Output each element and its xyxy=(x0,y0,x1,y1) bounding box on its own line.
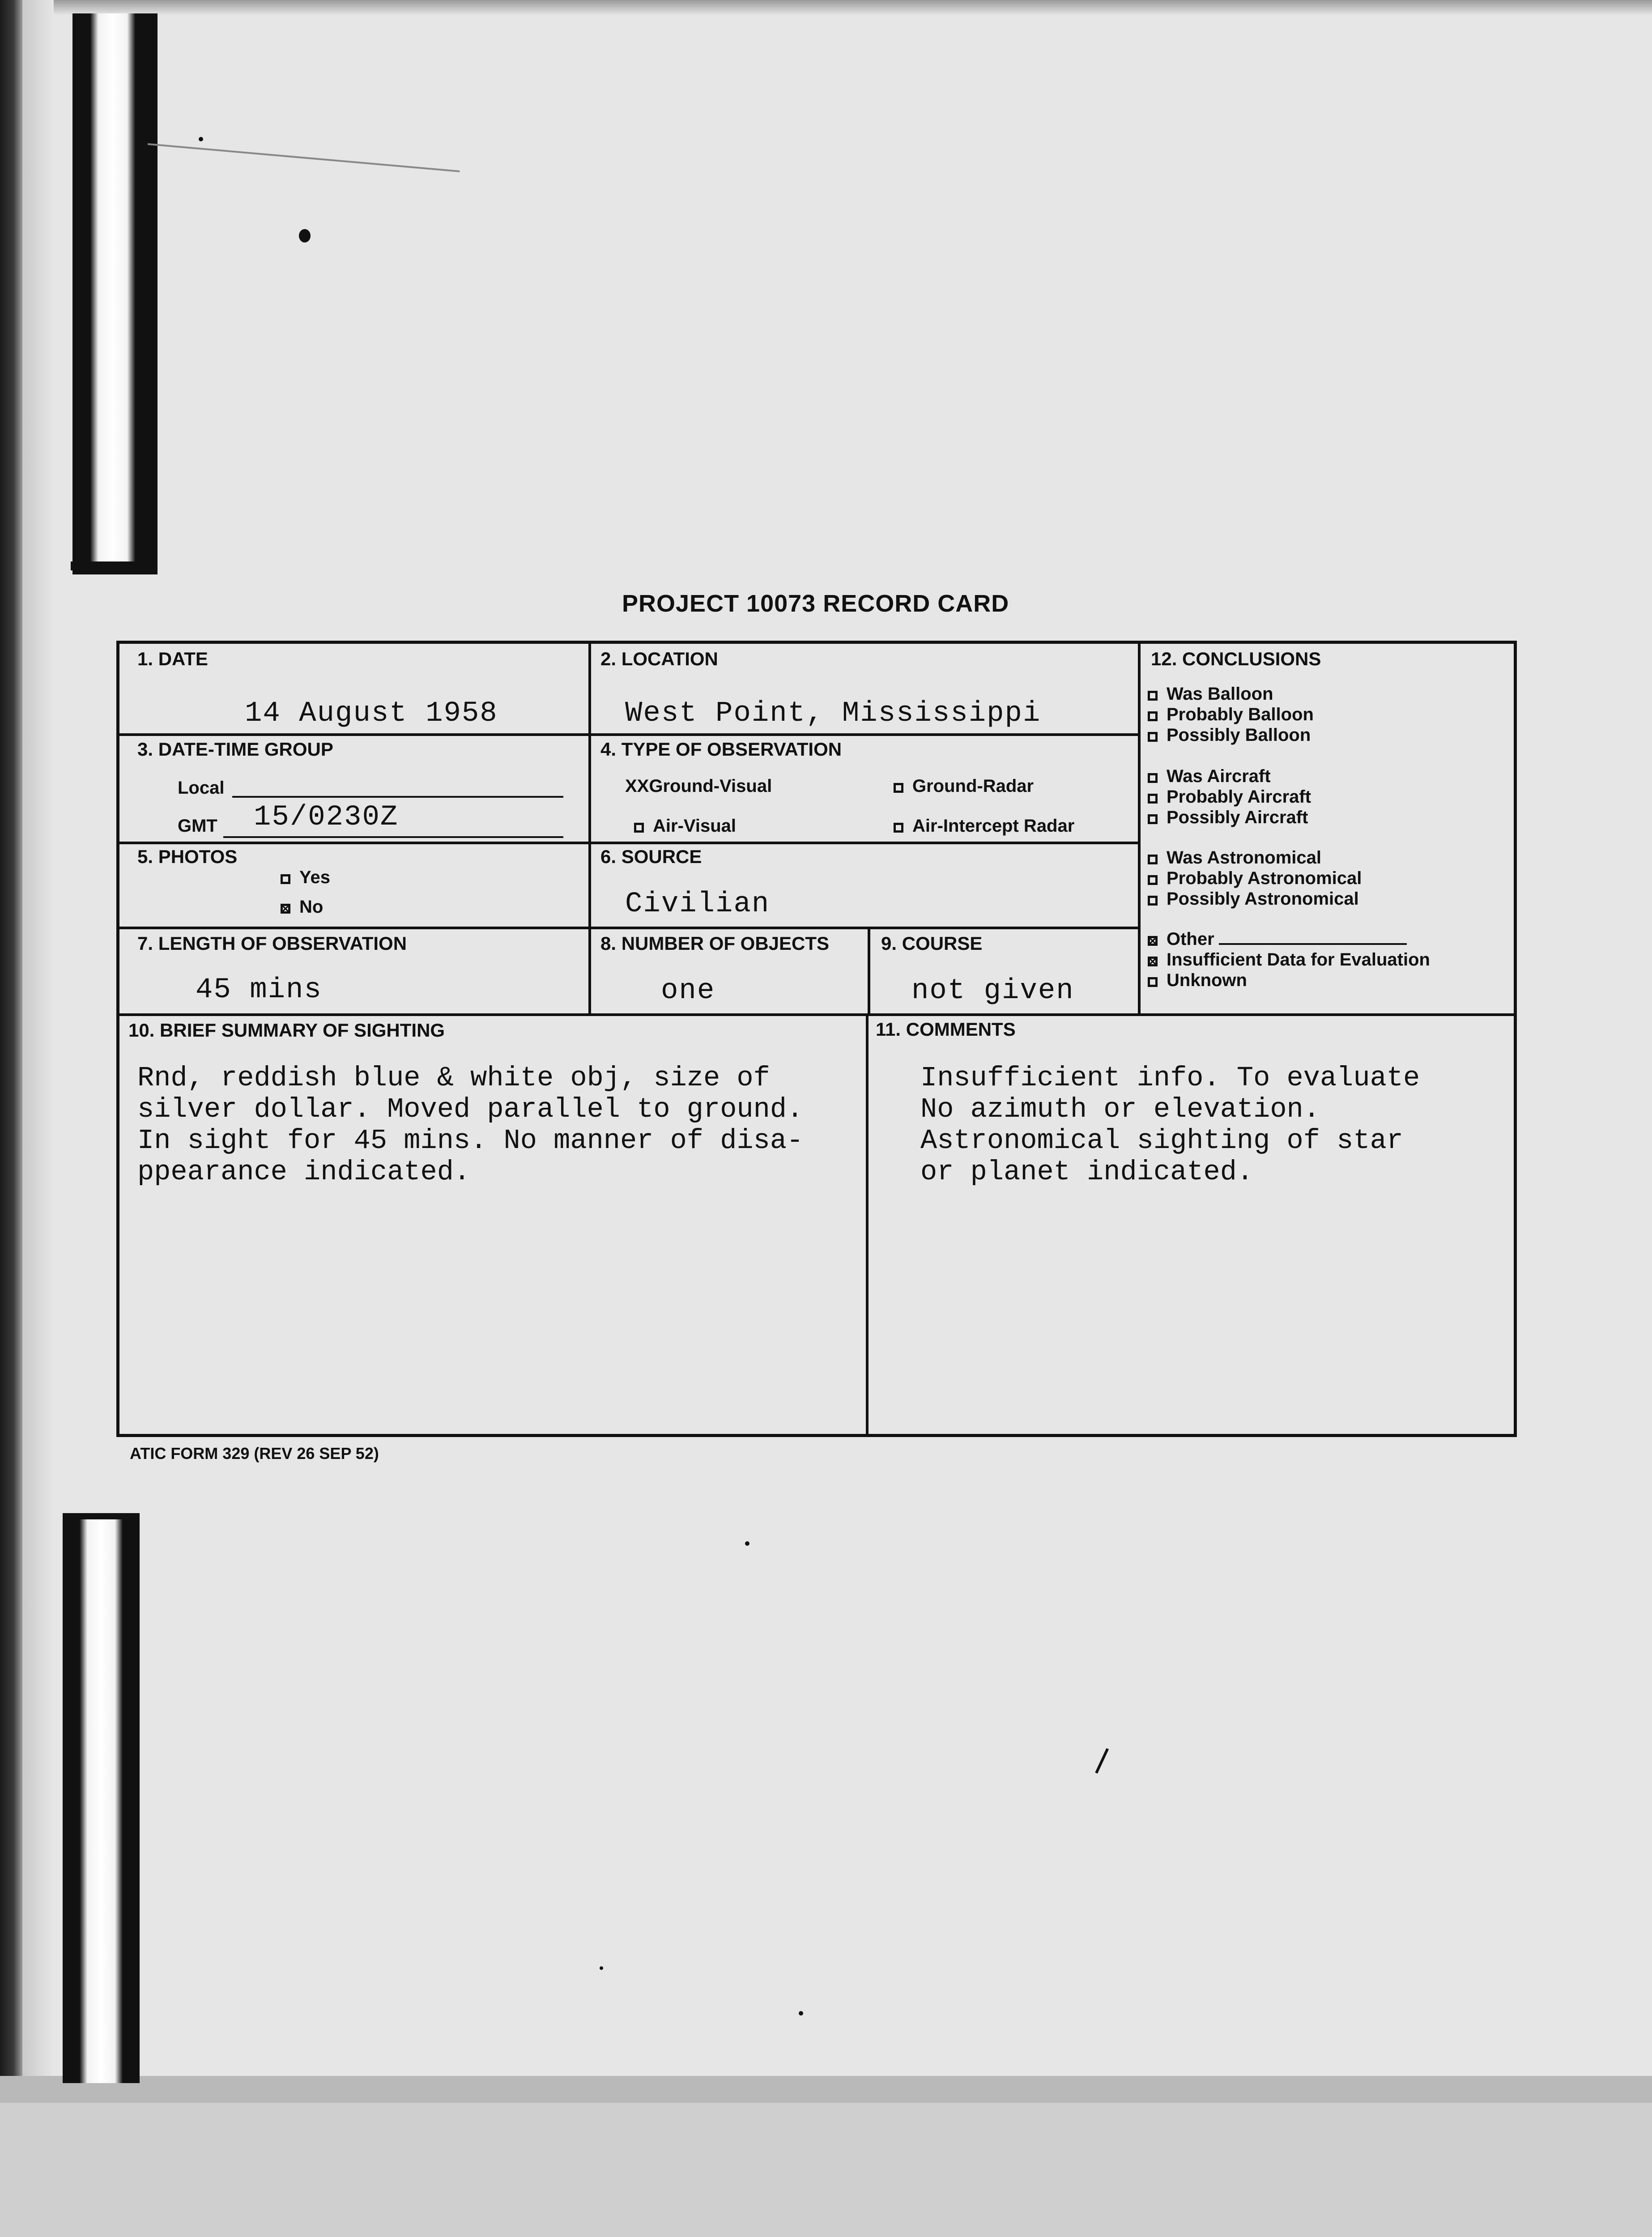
conclusion-group-other xyxy=(1148,929,1430,991)
grid-line xyxy=(119,842,1140,844)
grid-line xyxy=(119,733,1140,736)
source-label: 6. SOURCE xyxy=(600,846,702,867)
number-of-objects-value: one xyxy=(661,975,715,1007)
scan-left-edge-fade xyxy=(22,0,54,2085)
form-identifier: ATIC FORM 329 (REV 26 SEP 52) xyxy=(130,1444,379,1463)
location-value: West Point, Mississippi xyxy=(625,697,1041,730)
conclusion-item xyxy=(1148,970,1430,991)
conclusion-item xyxy=(1148,889,1362,909)
photos-no-option xyxy=(281,897,323,917)
binder-clip-foot xyxy=(71,561,156,570)
grid-line xyxy=(1138,644,1141,1013)
summary-line: In sight for 45 mins. No manner of disa- xyxy=(137,1125,804,1157)
photos-label: 5. PHOTOS xyxy=(137,846,238,867)
conclusion-item xyxy=(1148,807,1311,828)
date-time-group-label: 3. DATE-TIME GROUP xyxy=(137,739,333,760)
course-value: not given xyxy=(911,975,1074,1007)
checkbox-icon xyxy=(281,874,290,884)
option-ground-radar xyxy=(894,776,1034,796)
checkbox-icon xyxy=(1148,855,1158,864)
grid-line xyxy=(119,1013,1515,1016)
date-label: 1. DATE xyxy=(137,648,208,669)
conclusion-group-balloon xyxy=(1148,684,1314,745)
conclusion-item xyxy=(1148,766,1311,787)
checkbox-icon xyxy=(1148,896,1158,906)
grid-line xyxy=(588,644,591,1013)
conclusion-item xyxy=(1148,949,1430,970)
checkbox-checked-icon xyxy=(281,904,290,914)
conclusion-item-label: Was Astronomical xyxy=(1167,848,1321,868)
checkbox-checked-icon xyxy=(1148,936,1158,946)
grid-line xyxy=(868,927,870,1013)
speck-mark xyxy=(600,1966,603,1970)
scan-left-edge xyxy=(0,0,22,2085)
photos-no-label: No xyxy=(299,897,324,917)
conclusion-item-label: Was Aircraft xyxy=(1167,766,1271,786)
summary-line: ppearance indicated. xyxy=(137,1156,471,1188)
comments-line: Astronomical sighting of star xyxy=(920,1125,1403,1157)
conclusion-item xyxy=(1148,868,1362,889)
conclusion-group-aircraft xyxy=(1148,766,1311,828)
local-underline xyxy=(232,796,563,798)
conclusion-item xyxy=(1148,725,1314,745)
other-underline xyxy=(1219,943,1407,945)
record-card xyxy=(116,641,1517,1437)
conclusion-item-label: Possibly Aircraft xyxy=(1167,808,1308,827)
conclusion-item-label: Probably Balloon xyxy=(1167,705,1314,724)
conclusion-item xyxy=(1148,704,1314,725)
checkbox-icon xyxy=(1148,814,1158,824)
conclusion-item xyxy=(1148,787,1311,807)
checkbox-icon xyxy=(1148,732,1158,742)
checkbox-icon xyxy=(1148,977,1158,987)
binder-clip-bottom xyxy=(63,1513,140,2083)
photos-yes-label: Yes xyxy=(299,868,330,887)
summary-line: silver dollar. Moved parallel to ground. xyxy=(137,1093,804,1125)
course-label: 9. COURSE xyxy=(881,933,983,954)
conclusion-item xyxy=(1148,847,1362,868)
card-title: PROJECT 10073 RECORD CARD xyxy=(622,590,1009,617)
summary-label: 10. BRIEF SUMMARY OF SIGHTING xyxy=(128,1020,445,1041)
conclusion-item-label: Was Balloon xyxy=(1167,684,1273,704)
checkbox-icon xyxy=(894,823,903,833)
conclusion-item xyxy=(1148,929,1430,949)
checkbox-checked-icon xyxy=(1148,957,1158,966)
speck-mark xyxy=(299,229,311,242)
type-of-observation-label: 4. TYPE OF OBSERVATION xyxy=(600,739,842,760)
photos-yes-option xyxy=(281,868,330,888)
checkbox-icon xyxy=(634,823,644,833)
air-intercept-radar-label: Air-Intercept Radar xyxy=(912,816,1075,836)
conclusion-item-label: Other xyxy=(1167,929,1214,949)
checkbox-icon xyxy=(1148,711,1158,721)
conclusion-item-label: Unknown xyxy=(1167,970,1247,990)
ground-visual-label: Ground-Visual xyxy=(649,776,772,796)
comments-label: 11. COMMENTS xyxy=(876,1019,1016,1040)
speck-mark xyxy=(799,2011,803,2016)
ground-radar-label: Ground-Radar xyxy=(912,776,1034,796)
speck-mark xyxy=(745,1541,749,1546)
scan-lower-area xyxy=(0,2103,1652,2237)
speck-mark xyxy=(199,137,203,141)
scan-top-shadow xyxy=(0,0,1652,15)
date-value: 14 August 1958 xyxy=(245,697,498,730)
ground-visual-mark: XX xyxy=(625,776,649,796)
checkbox-icon xyxy=(1148,875,1158,885)
length-label: 7. LENGTH OF OBSERVATION xyxy=(137,933,407,954)
conclusion-item-label: Probably Aircraft xyxy=(1167,787,1311,807)
binder-clip-top xyxy=(72,13,158,574)
length-value: 45 mins xyxy=(196,974,322,1006)
checkbox-icon xyxy=(1148,691,1158,701)
option-air-intercept-radar xyxy=(894,816,1074,836)
option-ground-visual xyxy=(625,776,772,796)
conclusion-item xyxy=(1148,684,1314,704)
gmt-label: GMT xyxy=(178,816,217,836)
checkbox-icon xyxy=(1148,794,1158,804)
conclusion-item-label: Possibly Balloon xyxy=(1167,725,1311,745)
grid-line xyxy=(866,1013,869,1434)
conclusion-item-label: Probably Astronomical xyxy=(1167,868,1362,888)
conclusion-group-astronomical xyxy=(1148,847,1362,909)
comments-line: Insufficient info. To evaluate xyxy=(920,1062,1420,1094)
conclusion-item-label: Insufficient Data for Evaluation xyxy=(1167,950,1430,970)
location-label: 2. LOCATION xyxy=(600,648,718,669)
comments-line: No azimuth or elevation. xyxy=(920,1093,1320,1125)
gmt-underline xyxy=(223,836,563,838)
conclusions-label: 12. CONCLUSIONS xyxy=(1151,648,1321,669)
conclusion-item-label: Possibly Astronomical xyxy=(1167,889,1359,909)
air-visual-label: Air-Visual xyxy=(653,816,736,836)
number-of-objects-label: 8. NUMBER OF OBJECTS xyxy=(600,933,830,954)
checkbox-icon xyxy=(894,783,903,793)
checkbox-icon xyxy=(1148,773,1158,783)
comments-line: or planet indicated. xyxy=(920,1156,1254,1188)
summary-text xyxy=(137,1063,803,1188)
summary-line: Rnd, reddish blue & white obj, size of xyxy=(137,1062,770,1094)
option-air-visual xyxy=(634,816,736,836)
source-value: Civilian xyxy=(625,888,770,920)
grid-line xyxy=(119,927,1140,929)
comments-text xyxy=(920,1063,1420,1188)
gmt-value: 15/0230Z xyxy=(254,801,399,834)
local-label: Local xyxy=(178,778,225,798)
